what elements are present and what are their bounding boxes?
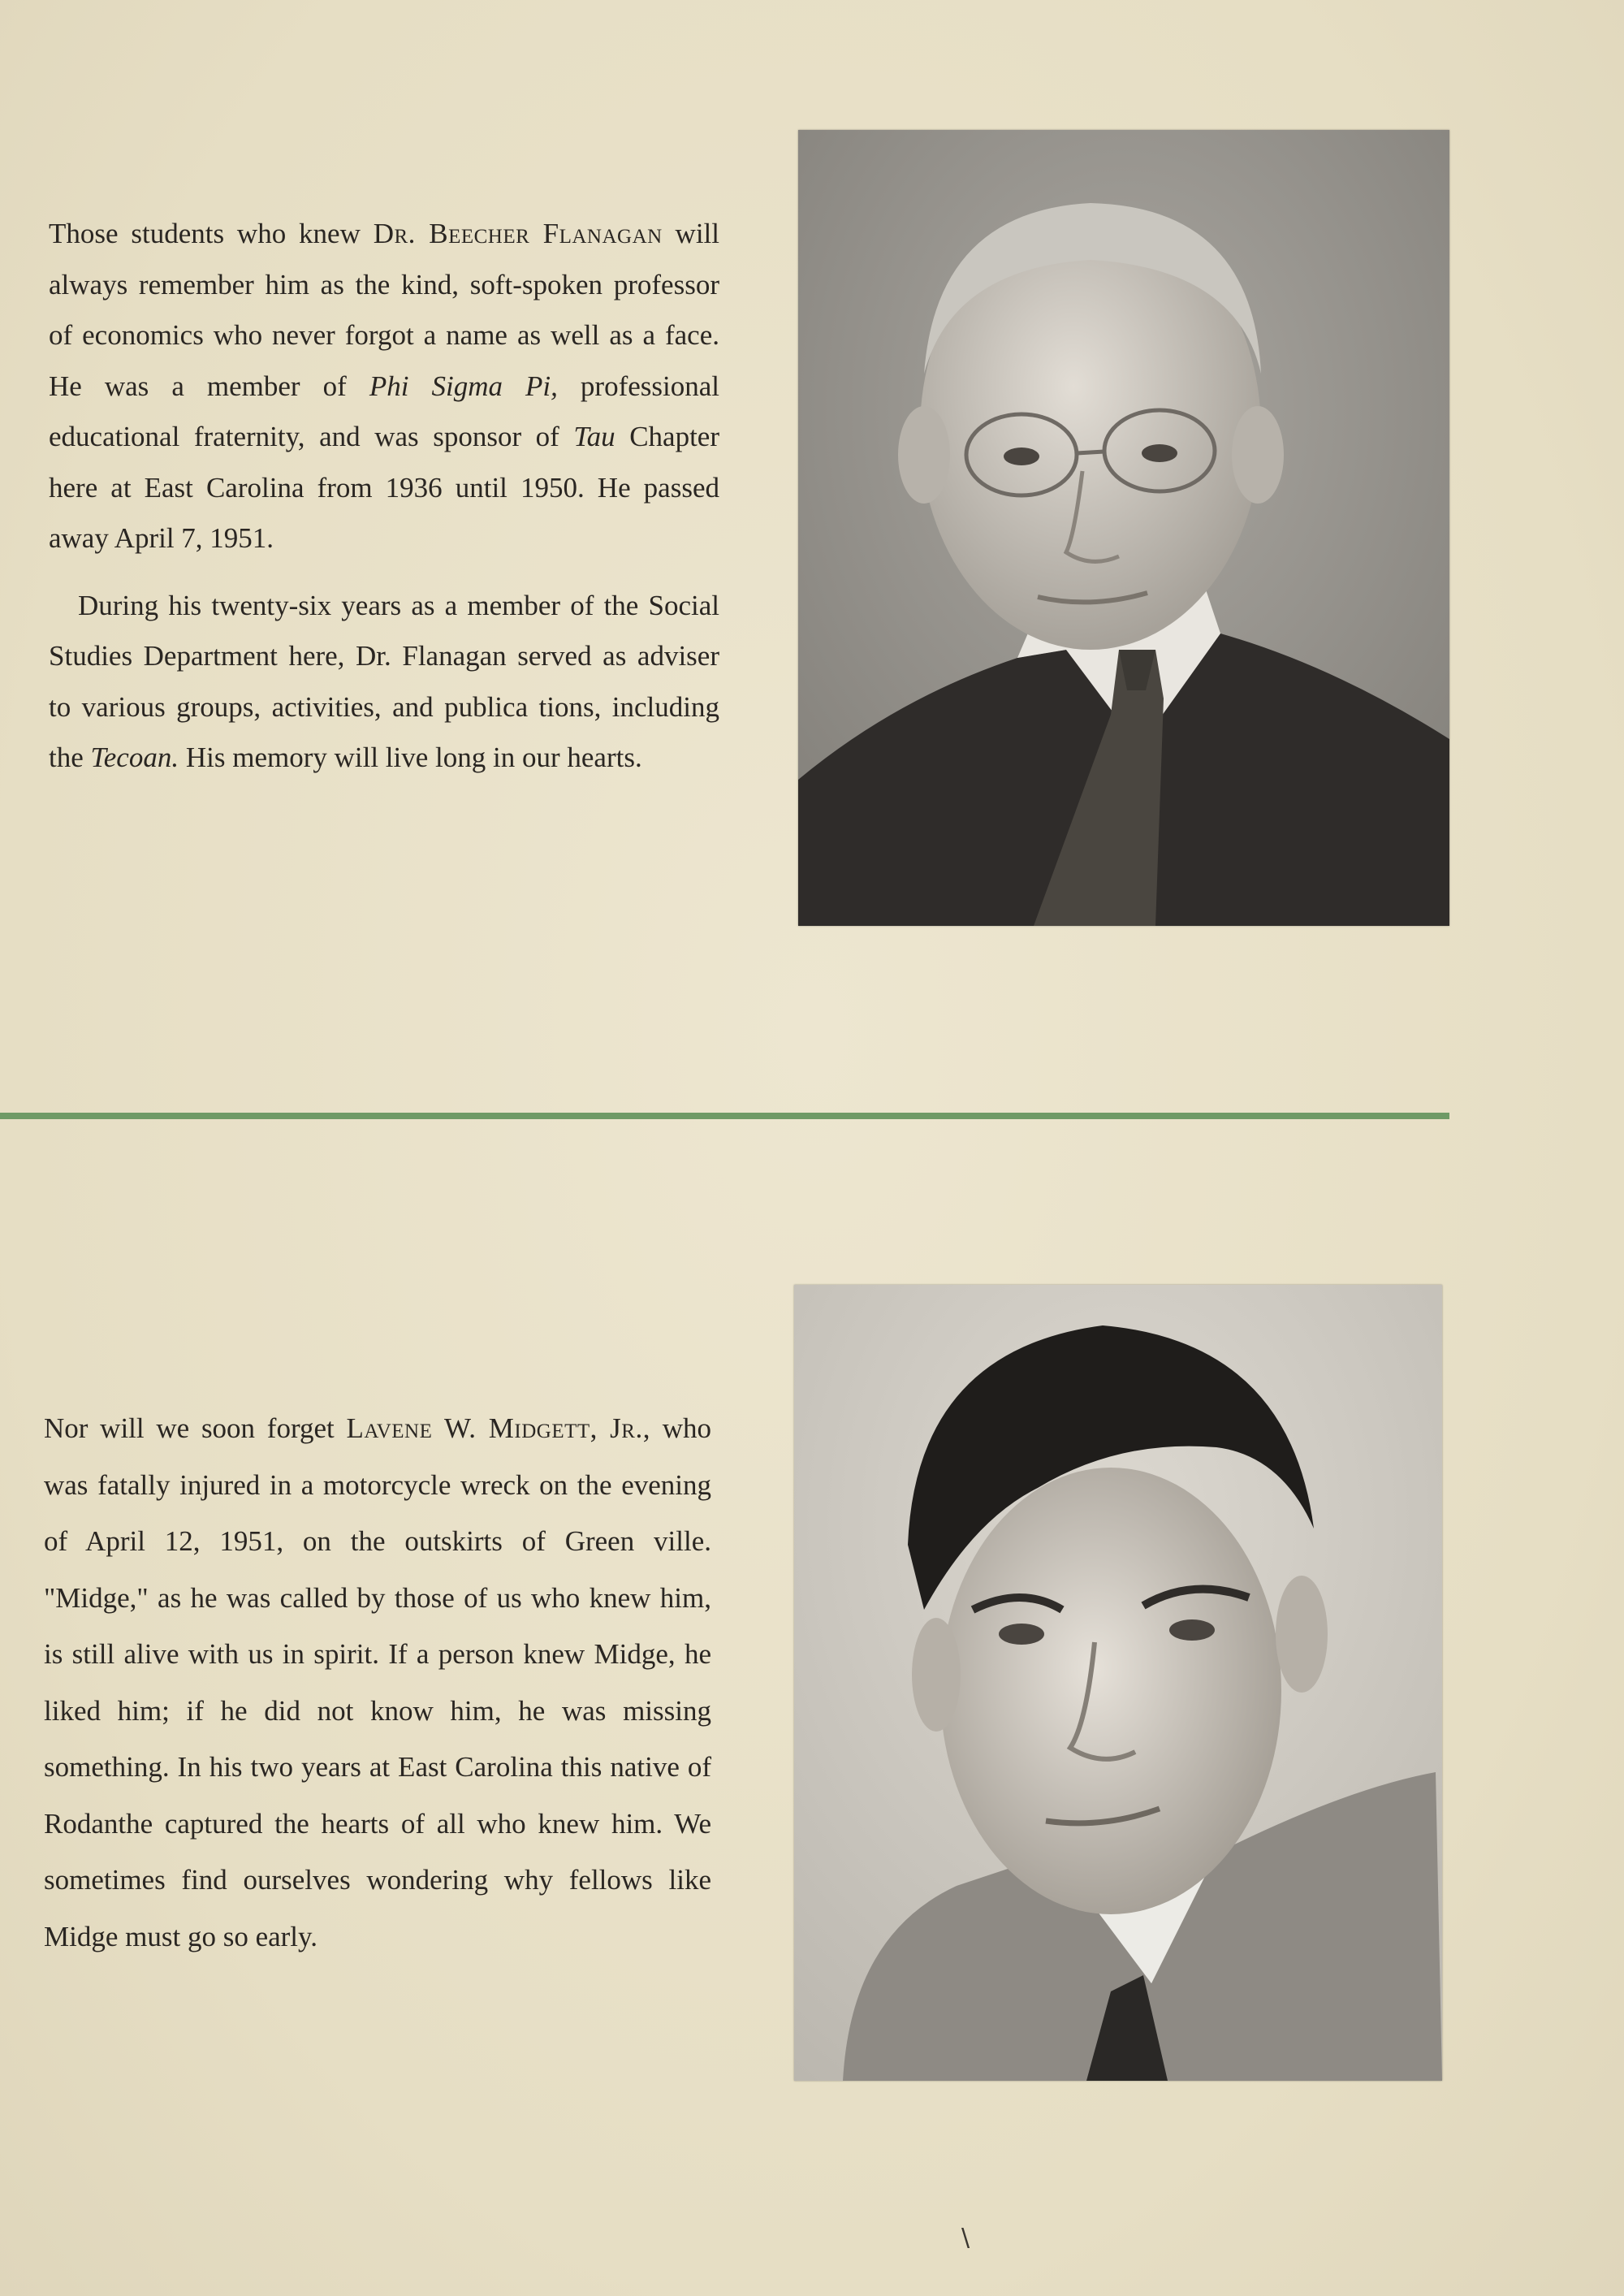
flanagan-paragraph-1: [49, 209, 719, 564]
portrait-illustration: [798, 130, 1449, 926]
page-mark: \: [961, 2224, 970, 2252]
text-fragment: His memory will live long in our hearts.: [179, 742, 642, 773]
midgett-portrait-photo: [794, 1285, 1442, 2081]
text-fragment: Chapter here at East Carolina from 1936 until 1950. He passed away April 7, 1951.: [49, 421, 719, 554]
text-fragment: Those students who knew: [49, 218, 374, 249]
fraternity-name: Phi Sigma Pi,: [369, 370, 558, 402]
flanagan-paragraph-2: [49, 581, 719, 784]
flanagan-name: Dr. Beecher Flanagan: [373, 218, 663, 249]
midgett-name: Lavene W. Midgett, Jr.,: [346, 1412, 650, 1444]
text-fragment: During his twenty-six years as a member of the Social Studies Department here, Dr. Flanagan served as adviser to various groups, activities, and publica tions, including the: [49, 589, 719, 773]
text-fragment: Nor will we soon forget: [44, 1412, 347, 1444]
text-fragment: will always remember him as the kind, soft-spoken professor of economics who never forgot a name as well as a face. He was a member of: [49, 218, 719, 402]
publication-name: Tecoan.: [90, 742, 179, 773]
section-divider: [0, 1113, 1449, 1119]
flanagan-memorial-text: [49, 209, 719, 784]
midgett-paragraph: [44, 1400, 711, 1965]
chapter-name: Tau: [573, 421, 615, 452]
midgett-memorial-text: [44, 1400, 711, 1965]
text-fragment: professional educational fraternity, and was sponsor of: [49, 370, 719, 452]
flanagan-portrait-photo: [798, 130, 1449, 926]
text-fragment: who was fatally injured in a motorcycle wreck on the evening of April 12, 1951, on the outskirts of Green ville. "Midge," as he was called by those of us who knew him, is still alive with us in spirit. If a person knew Midge, he liked him; if he did not know him, he was missing something. In his two years at East Carolina this native of Rodanthe captured the hearts of all who knew him. We sometimes find ourselves wondering why fellows like Midge must go so early.: [44, 1412, 711, 1952]
portrait-illustration: [794, 1285, 1442, 2081]
